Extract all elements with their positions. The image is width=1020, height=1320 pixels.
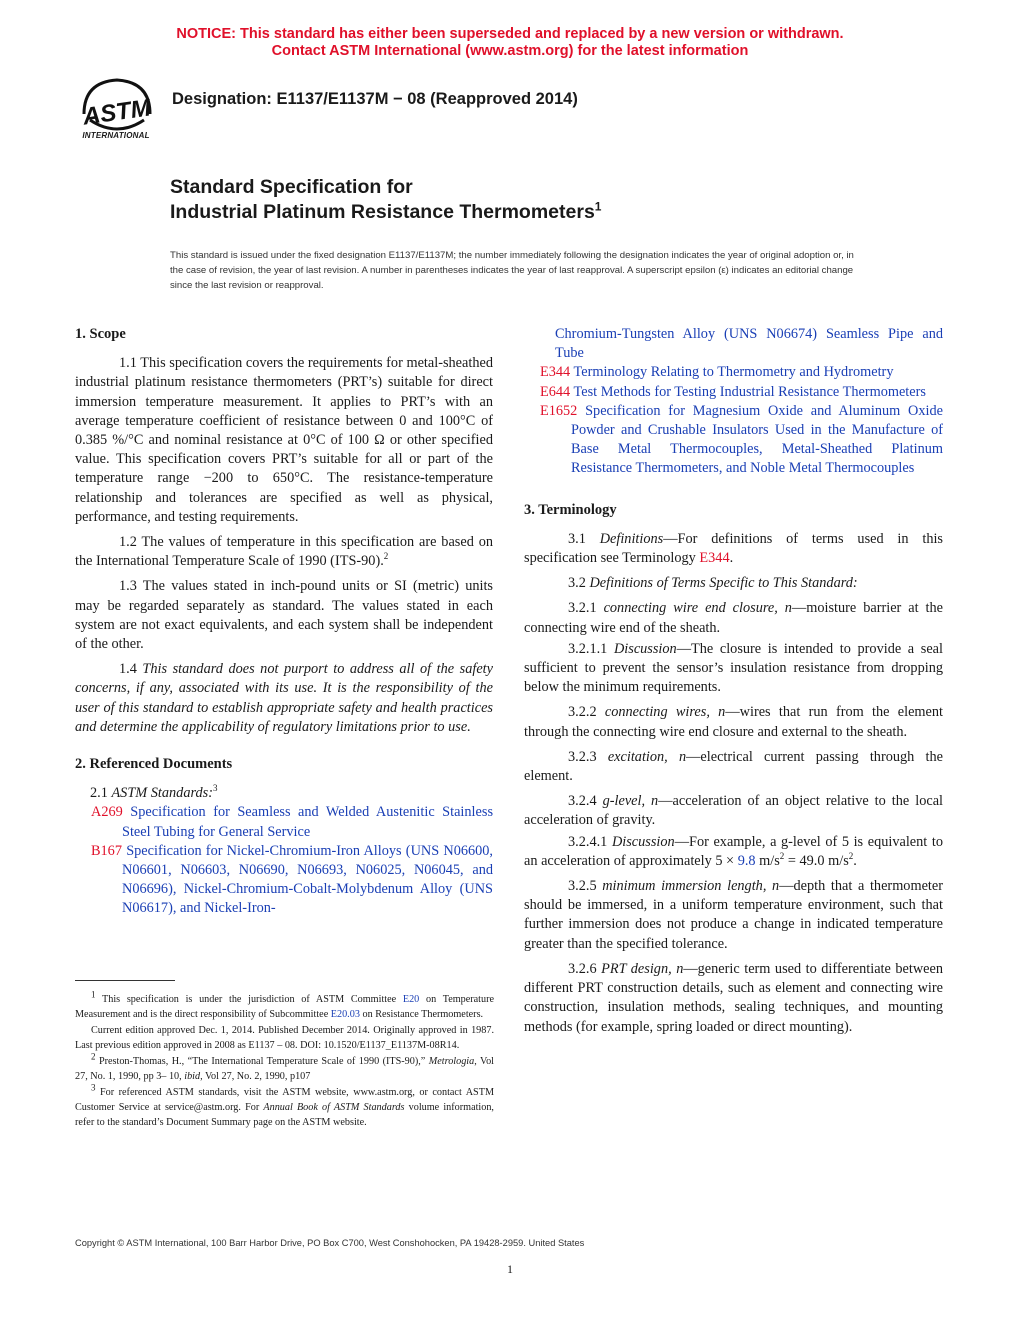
term-3-2-5: 3.2.5 minimum immersion length, n—depth that a thermometer should be immersed, in a uniform temperature environment, such that further immersion does not produce a change in indicated temperature greater than the specified tolerance. [524, 878, 944, 952]
document-title [170, 175, 601, 225]
term-3-2-1: 3.2.1 connecting wire end closure, n—moisture barrier at the connecting wire end of the sheath. [524, 600, 943, 636]
ref-e1652[interactable]: E1652 Specification for Magnesium Oxide and Aluminum Oxide Powder and Crushable Insulators Used in the Manufacture of Base Metal Thermocouples, Metal-Sheathed Platinum Resistance Thermometers, and Noble Metal Thermocouples [540, 402, 943, 477]
footnote-3: $^3$ For referenced ASTM standards, visit the ASTM website, www.astm.org, or contact ASTM Customer Service at service@astm.org. For Annual Book of ASTM Standards volume information, refer to the standard’s Document Summary page on the ASTM website. [75, 1082, 495, 1128]
footnote-1: $^1$ This specification is under the jurisdiction of ASTM Committee E20 on Temperature Measurement and is the direct responsibility of Subcommittee E20.03 on Resistance Thermometers. [75, 989, 495, 1020]
footnote-rule [75, 980, 175, 981]
terminology-heading: 3. Terminology [524, 501, 617, 518]
scope-heading: 1. Scope [75, 326, 126, 342]
ref-b167[interactable]: B167 Specification for Nickel-Chromium-Iron Alloys (UNS N06600, N06601, N06603, N06690, N06693, N06025, N06045, and N06696), Nickel-Chromium-Cobalt-Molybdenum Alloy (UNS N06617), and Nickel-Iron- [91, 842, 494, 917]
ref-b167-continued[interactable]: Chromium-Tungsten Alloy (UNS N06674) Seamless Pipe and Tube [555, 326, 943, 362]
term-3-1: 3.1 Definitions—For definitions of terms used in this specification see Terminology E344. [524, 530, 943, 567]
scope-1-1: 1.1 This specification covers the requirements for metal-sheathed industrial platinum resistance thermometers (PRT’s) suitable for direct immersion temperature measurement. It applies to PRT’s with an average temperature coefficient of resistance between 0 and 100°C of 0.385 %/°C and nominal resistance at 0°C of 100 Ω or other specified value. This specification covers PRT’s suitable for all or part of the temperature range −200 to 650°C. The resistance-temperature relationship and tolerances are specified as well as physical, performance, and testing requirements. [75, 355, 493, 525]
astm-standards-label: 2.1 ASTM Standards:$^3$ [90, 783, 218, 802]
scope-1-4: 1.4 This standard does not purport to address all of the safety concerns, if any, associated with its use. It is the responsibility of the user of this standard to establish appropriate safety and health practices and determine the applicability of regulatory limitations prior to use. [75, 661, 493, 735]
term-3-2: 3.2 Definitions of Terms Specific to This Standard: [568, 575, 858, 592]
scope-1-2: 1.2 The values of temperature in this specification are based on the International Temperature Scale of 1990 (ITS-90).$^2$ [75, 534, 493, 570]
notice-line-2: Contact ASTM International (www.astm.org) for the latest information [271, 43, 749, 59]
scope-1-3: 1.3 The values stated in inch-pound units or SI (metric) units may be regarded separately as standard. The values stated in each system are not exact equivalents, and each system shall be independent of the other. [75, 578, 493, 653]
footnotes [75, 989, 495, 1131]
footnote-2: $^2$ Preston-Thomas, H., “The International Temperature Scale of 1990 (ITS-90),” Metrologia, Vol 27, No. 1, 1990, pp 3– 10, ibid, Vol 27, No. 2, 1990, p107 [75, 1051, 494, 1082]
page-number: 1 [507, 1262, 513, 1276]
superseded-notice [0, 26, 1020, 60]
title-line-2: Industrial Platinum Resistance Thermometers$^1$ [170, 199, 602, 223]
left-column [75, 325, 493, 919]
term-3-2-4: 3.2.4 g-level, n—acceleration of an object relative to the local acceleration of gravity. [524, 793, 944, 829]
footnote-1-edition: Current edition approved Dec. 1, 2014. Published December 2014. Originally approved in 1987. Last previous edition approved in 2008 as E1137 – 08. DOI: 10.1520/E1137_E1137M-08R14. [75, 1025, 494, 1051]
link-e344[interactable]: E344 [699, 550, 730, 567]
issued-note: This standard is issued under the fixed designation E1137/E1137M; the number immediately following the designation indicates the year of original adoption or, in the case of revision, the year of last revision. A number in parentheses indicates the year of last reapproval. A superscript epsilon (ε) indicates an editorial change since the last revision or reapproval. [170, 250, 854, 291]
ref-a269[interactable]: A269 Specification for Seamless and Welded Austenitic Stainless Steel Tubing for General Service [91, 804, 494, 840]
right-column [524, 325, 943, 1043]
notice-line-1: NOTICE: This standard has either been superseded and replaced by a new version or withdrawn. [176, 26, 844, 42]
svg-text:ASTM: ASTM [81, 94, 153, 131]
title-line-1: Standard Specification for [170, 176, 413, 198]
term-3-2-1-1: 3.2.1.1 Discussion—The closure is intended to provide a seal sufficient to prevent the sensor’s insulation resistance from dropping below the minimum requirements. [524, 640, 943, 696]
ref-e644[interactable]: E644 Test Methods for Testing Industrial Resistance Thermometers [540, 383, 926, 400]
ref-e344[interactable]: E344 Terminology Relating to Thermometry and Hydrometry [540, 364, 894, 381]
referenced-heading: 2. Referenced Documents [75, 756, 233, 773]
term-3-2-3: 3.2.3 excitation, n—electrical current passing through the element. [524, 748, 943, 785]
term-3-2-6: 3.2.6 PRT design, n—generic term used to differentiate between different PRT construction details, such as element and connecting wire construction, insulation methods, sealing techniques, and mounting methods (for example, spring loaded or direct mounting). [524, 960, 944, 1035]
designation: Designation: E1137/E1137M − 08 (Reapproved 2014) [172, 90, 578, 108]
copyright: Copyright © ASTM International, 100 Barr Harbor Drive, PO Box C700, West Conshohocken, PA 19428-2959. United States [75, 1238, 585, 1248]
term-3-2-2: 3.2.2 connecting wires, n—wires that run from the element through the connecting wire end closure and external to the sheath. [524, 704, 944, 740]
logo-caption: INTERNATIONAL [82, 131, 150, 140]
term-3-2-4-1: 3.2.4.1 Discussion—For example, a g-level of 5 is equivalent to an acceleration of approximately 5 × 9.8 $m/s^2 = 49.0$ $m/s^2$. [524, 833, 943, 869]
